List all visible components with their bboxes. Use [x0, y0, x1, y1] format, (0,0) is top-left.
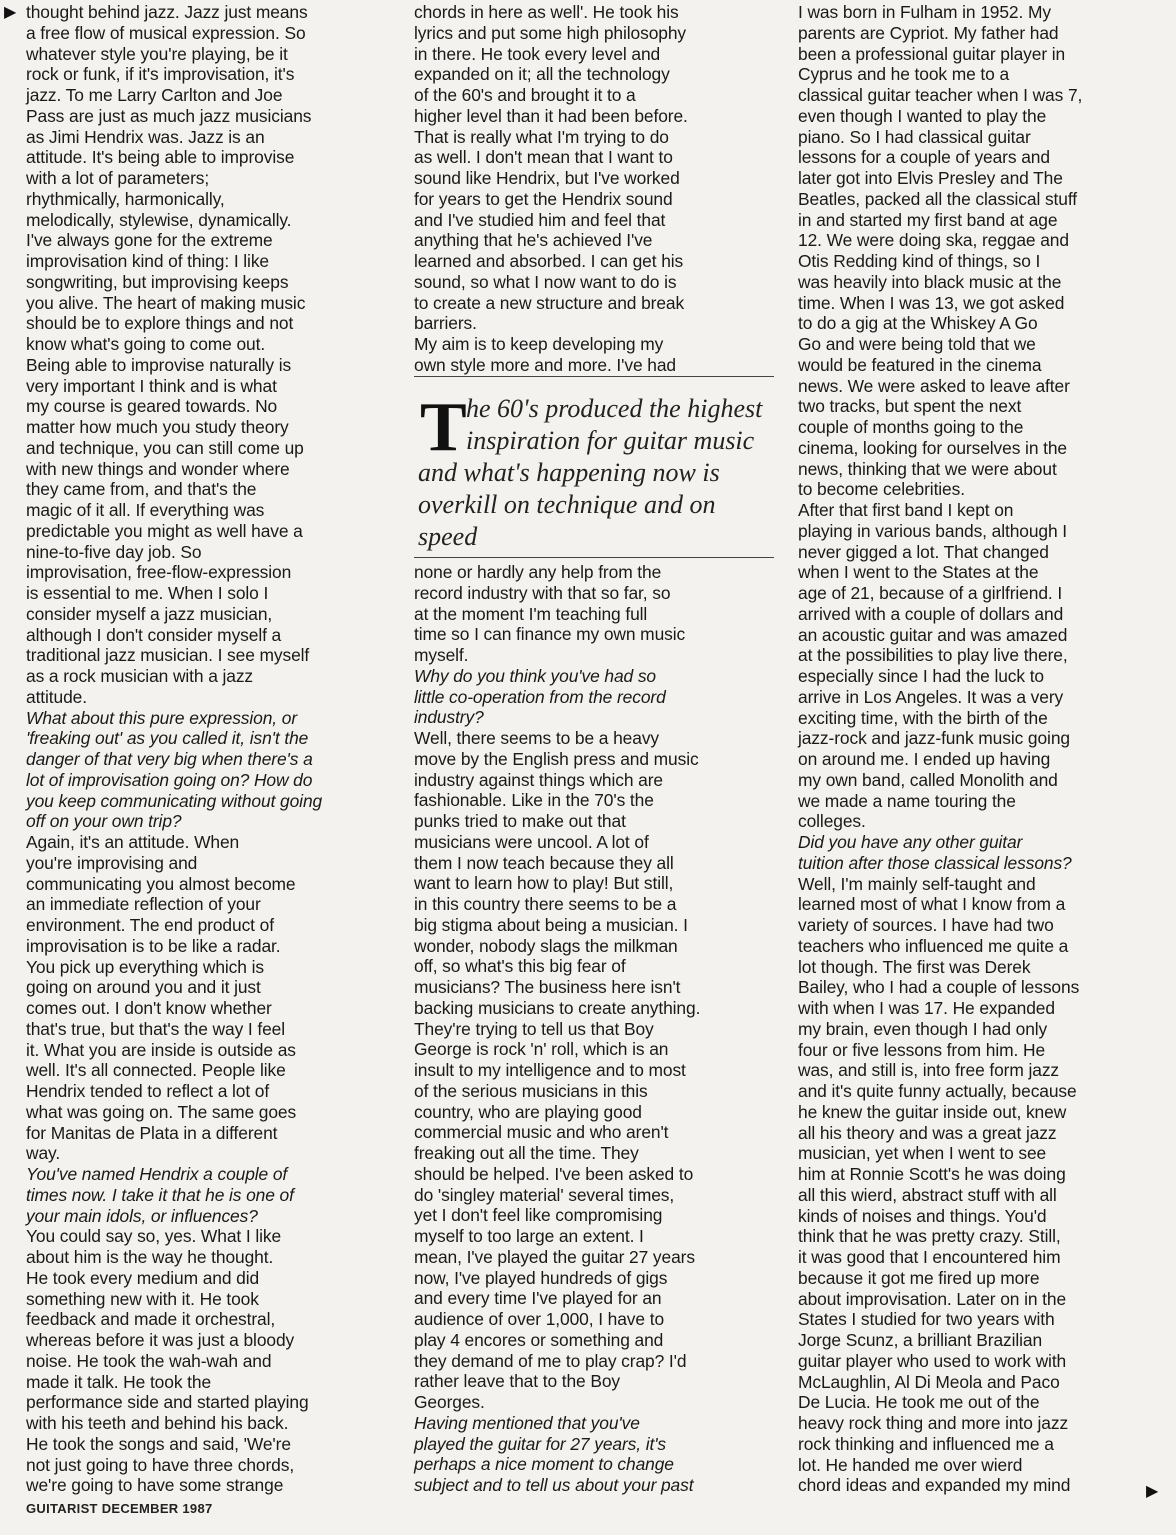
article-text-line: very important I think and is what [26, 375, 277, 396]
pull-quote-line: overkill on technique and on [418, 490, 716, 519]
article-text-line: 12. We were doing ska, reggae and [798, 230, 1069, 251]
interview-question-line: industry? [414, 707, 484, 728]
article-text-line: he knew the guitar inside out, knew [798, 1101, 1067, 1122]
article-text-line: should be to explore things and not [26, 313, 294, 334]
article-text-line: and technique, you can still come up [26, 437, 304, 458]
pull-quote-line: he 60's produced the highest [466, 394, 763, 423]
article-text-line: Well, there seems to be a heavy [414, 728, 660, 748]
article-text-line: four or five lessons from him. He [798, 1039, 1046, 1060]
article-text-line: because it got me fired up more [798, 1267, 1040, 1288]
article-text-line: an immediate reflection of your [26, 894, 261, 915]
article-text-line: Bailey, who I had a couple of lessons [798, 977, 1080, 998]
article-text-line: although I don't consider myself a [26, 624, 282, 645]
article-text-line: is essential to me. When I solo I [26, 583, 269, 603]
article-text-line: playing in various bands, although I [798, 520, 1068, 541]
article-text-line: think that he was pretty crazy. Still, [798, 1226, 1061, 1247]
article-text-line: with when I was 17. He expanded [798, 998, 1055, 1018]
article-text-line: barriers. [414, 313, 477, 334]
article-text-line: backing musicians to create anything. [414, 997, 701, 1018]
article-text-line: you alive. The heart of making music [26, 292, 306, 313]
article-text-line: Georges. [414, 1392, 485, 1412]
article-text-line: time so I can finance my own music [414, 624, 686, 645]
article-text-line: we made a name touring the [798, 790, 1016, 811]
article-text-line: do 'singley material' several times, [414, 1184, 675, 1205]
article-text-line: him at Ronnie Scott's he was doing [798, 1164, 1066, 1184]
interview-question-line: Having mentioned that you've [414, 1412, 640, 1433]
article-text-line: piano. So I had classical guitar [798, 126, 1031, 147]
article-text-line: off, so what's this big fear of [414, 956, 626, 977]
article-text-line: Jorge Scunz, a brilliant Brazilian [798, 1330, 1043, 1350]
article-text-line: parents are Cypriot. My father had [798, 22, 1059, 43]
article-text-line: musicians? The business here isn't [414, 977, 681, 997]
article-text-line: colleges. [798, 811, 866, 832]
article-text-line: melodically, stylewise, dynamically. [26, 209, 292, 230]
article-text-line: play 4 encores or something and [414, 1329, 664, 1350]
interview-question-line: perhaps a nice moment to change [414, 1454, 674, 1475]
article-text-line: Go and were being told that we [798, 334, 1036, 354]
interview-question-line: tuition after those classical lessons? [798, 852, 1072, 873]
article-text-line: They're trying to tell us that Boy [414, 1018, 654, 1039]
article-text-line: fashionable. Like in the 70's the [414, 790, 654, 811]
article-text-line: I was born in Fulham in 1952. My [798, 2, 1051, 22]
article-text-line: sound, so what I now want to do is [414, 271, 677, 292]
article-text-line: want to learn how to play! But still, [414, 873, 674, 894]
article-text-line: He took the songs and said, 'We're [26, 1433, 291, 1454]
article-text-line: Again, it's an attitude. When [26, 832, 240, 852]
article-text-line: matter how much you study theory [26, 417, 289, 437]
article-text-line: variety of sources. I have had two [798, 915, 1054, 935]
article-text-line: sound like Hendrix, but I've worked [414, 168, 680, 188]
article-text-line: at the moment I'm teaching full [414, 603, 648, 624]
pull-quote [414, 376, 774, 558]
article-text-line: kinds of noises and things. You'd [798, 1205, 1047, 1226]
article-text-line: classical guitar teacher when I was 7, [798, 85, 1083, 105]
article-text-line: musicians were uncool. A lot of [414, 831, 649, 852]
article-text-line: big stigma about being a musician. I [414, 914, 688, 935]
article-text-line: news. We were asked to leave after [798, 375, 1070, 396]
article-text-line: thought behind jazz. Jazz just means [26, 2, 308, 22]
column-1 [26, 2, 388, 1496]
article-text-line: Otis Redding kind of things, so I [798, 251, 1041, 271]
column-2-bottom [414, 562, 776, 1496]
article-text-line: an acoustic guitar and was amazed [798, 624, 1068, 645]
article-text-line: as a rock musician with a jazz [26, 666, 254, 686]
article-text-line: time. When I was 13, we got asked [798, 292, 1065, 313]
article-text-line: not just going to have three chords, [26, 1454, 295, 1475]
article-text-line: in and started my first band at age [798, 209, 1058, 230]
article-text-line: After that first band I kept on [798, 500, 1014, 520]
article-text-line: Pass are just as much jazz musicians [26, 105, 312, 126]
article-text-line: guitar player who used to work with [798, 1350, 1067, 1371]
article-text-line: noise. He took the wah-wah and [26, 1350, 272, 1371]
article-text-line: improvisation kind of thing: I like [26, 251, 269, 271]
article-text-line: Beatles, packed all the classical stuff [798, 188, 1078, 209]
article-text-line: whereas before it was just a bloody [26, 1330, 295, 1350]
article-text-line: been a professional guitar player in [798, 43, 1066, 64]
article-text-line: way. [26, 1143, 61, 1164]
article-text-line: what was going on. The same goes [26, 1101, 297, 1122]
article-text-line: exciting time, with the birth of the [798, 707, 1048, 728]
article-text-line: to create a new structure and break [414, 292, 685, 313]
article-text-line: I've always gone for the extreme [26, 230, 273, 251]
article-text-line: at the possibilities to play live there, [798, 645, 1068, 666]
article-text-line: teachers who influenced me quite a [798, 935, 1069, 956]
article-text-line: attitude. [26, 686, 87, 707]
article-text-line: De Lucia. He took me out of the [798, 1392, 1040, 1413]
article-text-line: cinema, looking for ourselves in the [798, 437, 1067, 458]
article-text-line: McLaughlin, Al Di Meola and Paco [798, 1371, 1060, 1392]
article-text-line: never gigged a lot. That changed [798, 541, 1049, 562]
pull-quote-dropcap: T [420, 389, 467, 466]
article-text-line: whatever style you're playing, be it [26, 43, 288, 64]
article-text-line: age of 21, because of a girlfriend. I [798, 583, 1063, 603]
interview-question-line: you keep communicating without going [26, 790, 323, 811]
article-text-line: that's true, but that's the way I feel [26, 1018, 286, 1039]
article-text-line: songwriting, but improvising keeps [26, 271, 289, 292]
article-text-line: would be featured in the cinema [798, 354, 1042, 375]
article-text-line: industry against things which are [414, 769, 664, 790]
interview-question-line: 'freaking out' as you called it, isn't the [26, 728, 309, 749]
article-text-line: and I've studied him and feel that [414, 209, 666, 230]
article-text-line: rhythmically, harmonically, [26, 188, 225, 209]
interview-question-line: What about this pure expression, or [26, 707, 298, 728]
article-text-line: arrive in Los Angeles. It was a very [798, 686, 1064, 707]
article-text-line: with a lot of parameters; [26, 168, 210, 188]
interview-question-line: subject and to tell us about your past [414, 1475, 694, 1495]
article-text-line: all his theory and was a great jazz [798, 1122, 1057, 1143]
article-text-line: My aim is to keep developing my [414, 334, 664, 354]
article-text-line: arrived with a couple of dollars and [798, 603, 1064, 624]
interview-question-line: played the guitar for 27 years, it's [414, 1433, 667, 1454]
article-text-line: You pick up everything which is [26, 956, 264, 977]
article-text-line: Being able to improvise naturally is [26, 354, 292, 375]
article-text-line: predictable you might as well have a [26, 520, 303, 541]
article-text-line: lot though. The first was Derek [798, 956, 1031, 977]
interview-question-line: Did you have any other guitar [798, 832, 1023, 852]
article-text-line: mean, I've played the guitar 27 years [414, 1246, 695, 1267]
article-text-line: rock thinking and influenced me a [798, 1433, 1054, 1454]
article-text-line: to do a gig at the Whiskey A Go [798, 313, 1038, 334]
article-text-line: improvisation is to be like a radar. [26, 935, 281, 956]
article-text-line: heavy rock thing and more into jazz [798, 1413, 1069, 1433]
article-text-line: communicating you almost become [26, 873, 296, 894]
article-text-line: in there. He took every level and [414, 43, 661, 64]
article-text-line: insult to my intelligence and to most [414, 1060, 686, 1080]
column-2-top [414, 2, 776, 376]
article-text-line: my course is geared towards. No [26, 396, 278, 417]
article-text-line: rather leave that to the Boy [414, 1371, 621, 1392]
article-text-line: States I studied for two years with [798, 1309, 1055, 1330]
article-text-line: You could say so, yes. What I like [26, 1226, 282, 1247]
article-text-line: audience of over 1,000, I have to [414, 1309, 665, 1329]
article-text-line: George is rock 'n' roll, which is an [414, 1039, 669, 1060]
pull-quote-line: and what's happening now is [418, 458, 720, 487]
article-text-line: learned and absorbed. I can get his [414, 251, 684, 271]
article-text-line: for years to get the Hendrix sound [414, 188, 673, 209]
article-text-line: my brain, even though I had only [798, 1018, 1048, 1039]
article-text-line: two tracks, but spent the next [798, 396, 1022, 417]
article-text-line: my own band, called Monolith and [798, 769, 1058, 790]
article-text-line: you're improvising and [26, 852, 198, 873]
article-text-line: comes out. I don't know whether [26, 998, 272, 1018]
article-text-line: nine-to-five day job. So [26, 541, 202, 562]
interview-question-line: little co-operation from the record [414, 686, 666, 707]
article-text-line: should be helped. I've been asked to [414, 1163, 694, 1184]
article-text-line: myself to too large an extent. I [414, 1226, 644, 1246]
article-text-line: news, thinking that we were about [798, 458, 1057, 479]
article-text-line: made it talk. He took the [26, 1371, 212, 1392]
article-text-line: about him is the way he thought. [26, 1247, 274, 1267]
article-text-line: yet I don't feel like compromising [414, 1205, 663, 1226]
article-text-line: it. What you are inside is outside as [26, 1039, 296, 1060]
interview-question-line: off on your own trip? [26, 811, 182, 832]
article-text-line: magic of it all. If everything was [26, 500, 265, 520]
article-text-line: own style more and more. I've had [414, 354, 676, 375]
article-text-line: improvisation, free-flow-expression [26, 562, 292, 583]
continued-arrow-icon: ▶ [1146, 1483, 1159, 1500]
article-text-line: wonder, nobody slags the milkman [414, 935, 678, 956]
article-text-line: lessons for a couple of years and [798, 147, 1050, 168]
article-text-line: He took every medium and did [26, 1267, 260, 1288]
article-text-line: and it's quite funny actually, because [798, 1081, 1077, 1101]
article-text-line: even though I wanted to play the [798, 105, 1047, 126]
article-text-line: punks tried to make out that [414, 811, 626, 831]
article-text-line: higher level than it had been before. [414, 105, 688, 126]
interview-question-line: danger of that very big when there's a [26, 749, 313, 769]
article-text-line: jazz-rock and jazz-funk music going [798, 728, 1070, 749]
continued-from-arrow-icon: ▶ [4, 4, 17, 21]
article-text-line: to become celebrities. [798, 479, 965, 500]
article-text-line: country, who are playing good [414, 1101, 642, 1122]
article-text-line: of the 60's and brought it to a [414, 85, 636, 105]
article-text-line: they came from, and that's the [26, 479, 257, 500]
interview-question-line: times now. I take it that he is one of [26, 1184, 294, 1205]
article-text-line: chord ideas and expanded my mind [798, 1475, 1071, 1496]
article-text-line: environment. The end product of [26, 915, 274, 935]
article-text-line: with new things and wonder where [26, 458, 290, 479]
article-text-line: attitude. It's being able to improvise [26, 147, 295, 168]
article-text-line: record industry with that so far, so [414, 582, 671, 603]
article-text-line: consider myself a jazz musician, [26, 603, 273, 624]
article-text-line: freaking out all the time. They [414, 1143, 639, 1163]
article-text-line: as well. I don't mean that I want to [414, 147, 673, 168]
interview-question-line: You've named Hendrix a couple of [26, 1164, 288, 1184]
column-3 [798, 2, 1150, 1496]
article-text-line: expanded on it; all the technology [414, 64, 670, 85]
article-text-line: now, I've played hundreds of gigs [414, 1267, 668, 1288]
article-text-line: a free flow of musical expression. So [26, 22, 306, 43]
article-text-line: and every time I've played for an [414, 1288, 662, 1309]
article-text-line: of the serious musicians in this [414, 1080, 648, 1101]
page-footer: GUITARIST DECEMBER 1987 [26, 1501, 213, 1516]
article-text-line: we're going to have some strange [26, 1475, 284, 1496]
article-text-line: myself. [414, 645, 469, 665]
article-text-line: was, and still is, into free form jazz [798, 1060, 1060, 1081]
article-text-line: it was good that I encountered him [798, 1247, 1061, 1267]
article-text-line: jazz. To me Larry Carlton and Joe [26, 85, 283, 105]
article-text-line: know what's going to come out. [26, 334, 266, 354]
interview-question-line: lot of improvisation going on? How do [26, 769, 313, 790]
article-text-line: was heavily into black music at the [798, 271, 1062, 292]
article-text-line: lyrics and put some high philosophy [414, 22, 687, 43]
article-text-line: well. It's all connected. People like [26, 1060, 286, 1081]
article-text-line: traditional jazz musician. I see myself [26, 645, 310, 666]
article-text-line: lot. He handed me over wierd [798, 1454, 1023, 1475]
article-text-line: them I now teach because they all [414, 852, 674, 873]
article-text-line: anything that he's achieved I've [414, 230, 653, 251]
article-text-line: something new with it. He took [26, 1288, 259, 1309]
article-text-line: especially since I had the luck to [798, 666, 1045, 686]
article-text-line: chords in here as well'. He took his [414, 2, 679, 22]
pull-quote-line: speed [418, 522, 478, 551]
article-text-line: couple of months going to the [798, 417, 1024, 437]
article-text-line: in this country there seems to be a [414, 894, 677, 914]
interview-question-line: Why do you think you've had so [414, 665, 656, 686]
article-text-line: performance side and started playing [26, 1392, 309, 1413]
article-text-line: learned most of what I know from a [798, 894, 1066, 915]
article-text-line: going on around you and it just [26, 977, 261, 998]
article-text-line: commercial music and who aren't [414, 1122, 669, 1143]
pull-quote-line: inspiration for guitar music [466, 426, 755, 455]
article-text-line: Well, I'm mainly self-taught and [798, 873, 1036, 894]
article-text-line: as Jimi Hendrix was. Jazz is an [26, 126, 265, 147]
article-text-line: feedback and made it orchestral, [26, 1309, 276, 1330]
article-text-line: for Manitas de Plata in a different [26, 1122, 278, 1143]
article-text-line: when I went to the States at the [798, 562, 1039, 583]
interview-question-line: your main idols, or influences? [26, 1205, 258, 1226]
article-text-line: later got into Elvis Presley and The [798, 168, 1063, 188]
article-text-line: Cyprus and he took me to a [798, 64, 1010, 85]
article-text-line: they demand of me to play crap? I'd [414, 1350, 687, 1371]
article-text-line: That is really what I'm trying to do [414, 126, 669, 147]
article-text-line: about improvisation. Later on in the [798, 1288, 1067, 1309]
article-text-line: rock or funk, if it's improvisation, it's [26, 64, 295, 85]
article-text-line: move by the English press and music [414, 748, 699, 769]
article-text-line: all this wierd, abstract stuff with all [798, 1184, 1057, 1205]
article-text-line: none or hardly any help from the [414, 562, 662, 582]
article-text-line: with his teeth and behind his back. [26, 1413, 289, 1433]
article-text-line: on around me. I ended up having [798, 749, 1051, 769]
article-text-line: musician, yet when I went to see [798, 1143, 1047, 1164]
article-text-line: Hendrix tended to reflect a lot of [26, 1081, 270, 1101]
